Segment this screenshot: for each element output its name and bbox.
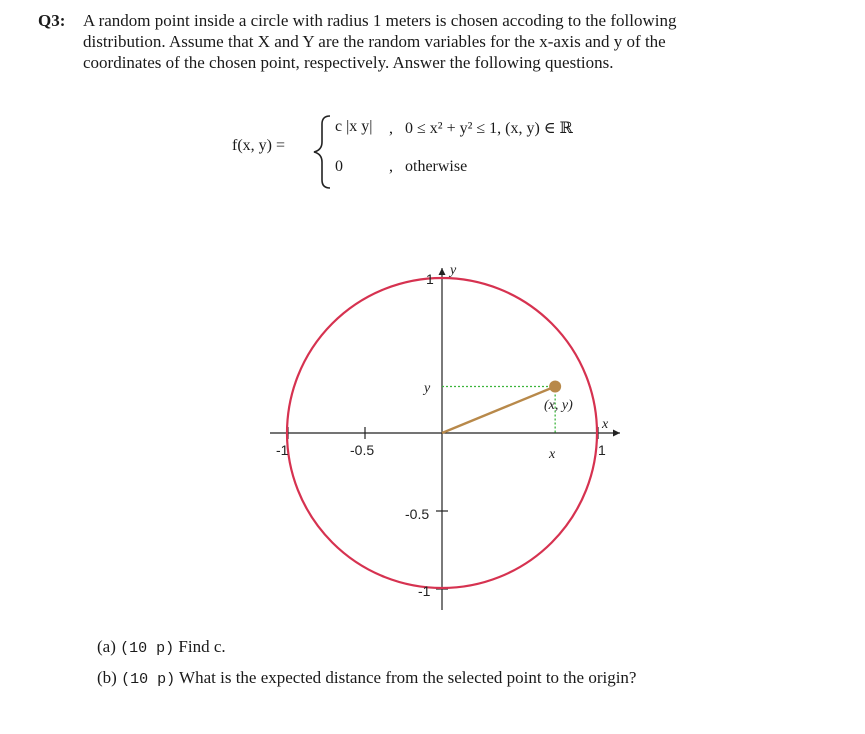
y-projection-label: y bbox=[424, 381, 431, 396]
tick-label-neg-half-x: -0.5 bbox=[350, 442, 375, 458]
question-label: Q3: bbox=[38, 11, 66, 30]
case-1-separator: , bbox=[389, 120, 393, 137]
question-parts bbox=[97, 632, 636, 694]
tick-label-bottom: -1 bbox=[418, 583, 431, 599]
tick-label-right: 1 bbox=[598, 442, 606, 458]
part-a bbox=[97, 632, 636, 663]
case-2-value: 0 bbox=[335, 158, 343, 175]
tick-label-neg-half-y: -0.5 bbox=[405, 506, 430, 522]
x-projection-label: x bbox=[549, 447, 556, 462]
tick-label-top: 1 bbox=[426, 271, 434, 287]
point-label: (x, y) bbox=[544, 398, 573, 413]
part-a-label: (a) bbox=[97, 637, 116, 656]
part-a-text: Find c. bbox=[178, 637, 226, 656]
part-a-points: (10 p) bbox=[120, 640, 175, 657]
radius-segment bbox=[442, 387, 555, 434]
y-axis-label: y bbox=[450, 263, 457, 278]
tick-label-left: -1 bbox=[276, 442, 289, 458]
case-1-value: c |x y| bbox=[335, 118, 373, 135]
part-b-text: What is the expected distance from the selected point to the origin? bbox=[179, 668, 637, 687]
question-line-1: A random point inside a circle with radius 1 meters is chosen accoding to the following bbox=[83, 11, 677, 30]
question-line-2: distribution. Assume that X and Y are the random variables for the x-axis and y of the bbox=[83, 32, 666, 51]
part-b-label: (b) bbox=[97, 668, 117, 687]
case-2-condition-text: otherwise bbox=[405, 158, 468, 175]
formula-lhs: f(x, y) = bbox=[232, 137, 286, 154]
question-line-3: coordinates of the chosen point, respectively. Answer the following questions. bbox=[83, 53, 614, 72]
x-axis-label: x bbox=[602, 417, 609, 432]
part-b-points: (10 p) bbox=[121, 671, 176, 688]
part-b bbox=[97, 663, 636, 694]
chosen-point bbox=[549, 381, 561, 393]
case-2-separator: , bbox=[389, 158, 393, 175]
case-1-condition-text: 0 ≤ x² + y² ≤ 1, (x, y) ∈ ℝ bbox=[405, 120, 573, 137]
